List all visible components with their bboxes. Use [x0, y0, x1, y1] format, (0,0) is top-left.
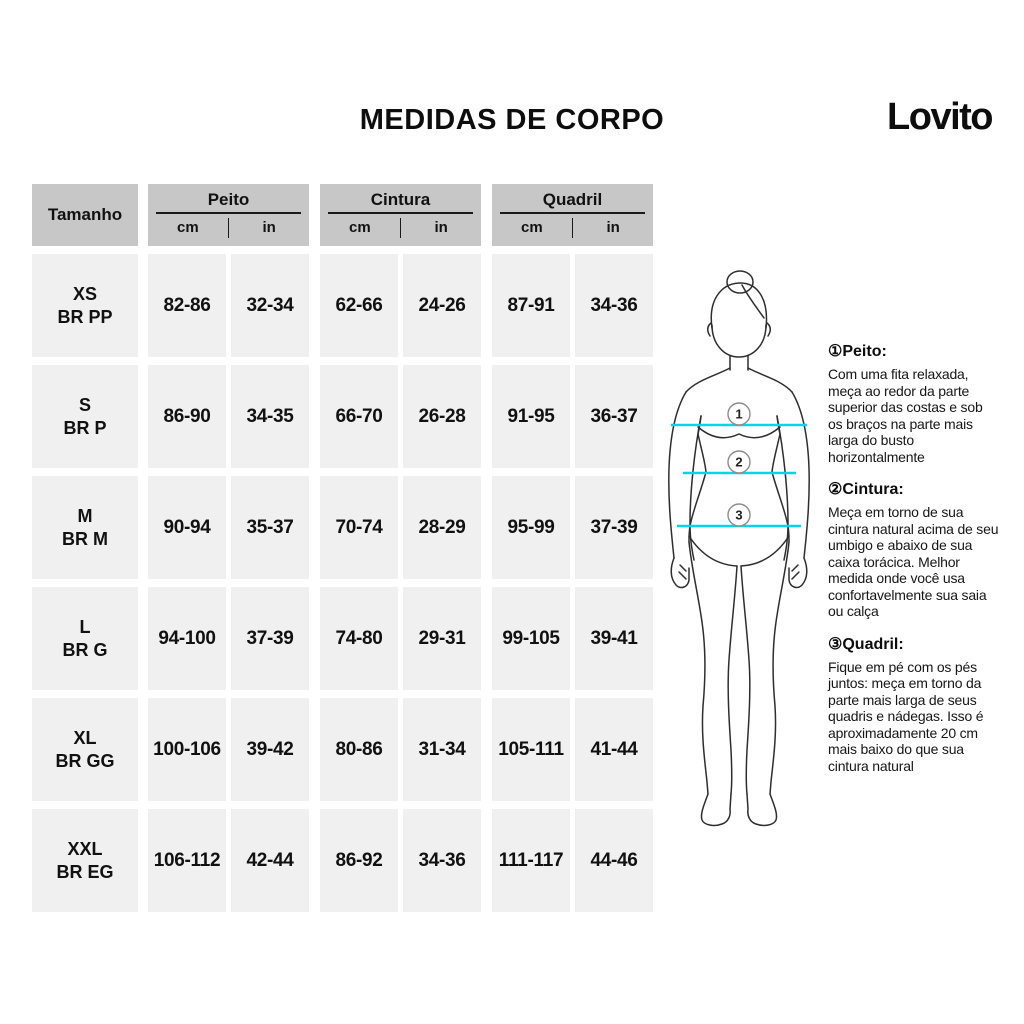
value-cell: 31-34: [403, 698, 481, 801]
hip-marker-number: 3: [735, 507, 743, 523]
note-peito-heading: ①Peito:: [828, 343, 887, 360]
value-cell: 37-39: [575, 476, 653, 579]
value-cell: 99-105: [492, 587, 570, 690]
quadril-unit-in: in: [606, 219, 620, 236]
size-column-header: Tamanho: [32, 184, 138, 246]
note-quadril-heading: ③Quadril:: [828, 635, 904, 653]
size-cell: [32, 809, 138, 912]
left-hip-curve: [689, 536, 737, 566]
quadril-unit-cm: cm: [521, 219, 543, 236]
table-row: [32, 809, 653, 912]
size-cell: [32, 476, 138, 579]
value-cell: 37-39: [231, 587, 309, 690]
header-rule: [156, 212, 301, 214]
header-rule: [328, 212, 473, 214]
note-peito: [828, 341, 1000, 465]
header-rule: [500, 212, 645, 214]
page-title: MEDIDAS DE CORPO: [359, 104, 665, 136]
table-row: [32, 365, 653, 468]
cintura-unit-cm: cm: [349, 219, 371, 236]
right-hip-curve: [741, 536, 789, 566]
left-hand-fingers: [679, 565, 686, 579]
value-cell: 42-44: [231, 809, 309, 912]
table-row: [32, 254, 653, 357]
value-cell: 106-112: [148, 809, 226, 912]
value-cell: 94-100: [148, 587, 226, 690]
value-cell: 34-36: [403, 809, 481, 912]
value-cell: 28-29: [403, 476, 481, 579]
left-leg-outer: [689, 542, 708, 794]
value-cell: 74-80: [320, 587, 398, 690]
value-cell: 44-46: [575, 809, 653, 912]
right-shoulder: [748, 368, 792, 392]
size-label: XS: [72, 283, 97, 304]
value-cell: 34-35: [231, 365, 309, 468]
right-hand-fingers: [792, 565, 799, 579]
right-leg-outer: [770, 542, 789, 794]
size-cell: [32, 365, 138, 468]
peito-group-header: [148, 184, 309, 246]
value-cell: 66-70: [320, 365, 398, 468]
size-br-label: BR P: [63, 417, 107, 438]
body-figure: [655, 268, 825, 833]
size-br-label: BR PP: [57, 306, 113, 327]
value-cell: 100-106: [148, 698, 226, 801]
value-cell: 34-36: [575, 254, 653, 357]
value-cell: 39-41: [575, 587, 653, 690]
measurement-instructions: [828, 341, 1000, 774]
cintura-group-header: [320, 184, 481, 246]
size-br-label: BR G: [62, 639, 108, 660]
chest-marker-number: 1: [735, 406, 743, 422]
size-label: M: [77, 505, 93, 526]
right-ear: [767, 323, 770, 336]
value-cell: 91-95: [492, 365, 570, 468]
left-leg-inner: [728, 566, 737, 794]
cintura-label: Cintura: [370, 190, 431, 209]
value-cell: 26-28: [403, 365, 481, 468]
quadril-label: Quadril: [542, 190, 603, 209]
peito-unit-cm: cm: [177, 219, 199, 236]
note-cintura-heading: ②Cintura:: [828, 481, 904, 499]
size-cell: [32, 254, 138, 357]
left-arm: [669, 392, 686, 558]
brand-logo: Lovito: [887, 96, 992, 138]
size-label: XXL: [67, 838, 103, 859]
note-quadril-body: Fique em pé com os pés juntos: meça em torno da parte mais larga de seus quadris e nádegas. Isso é aproximadamente 20 cm mais baixo do que sua cintura natural: [828, 658, 984, 774]
value-cell: 35-37: [231, 476, 309, 579]
value-cell: 80-86: [320, 698, 398, 801]
right-leg-inner: [741, 566, 750, 794]
table-row: [32, 587, 653, 690]
size-cell: [32, 698, 138, 801]
value-cell: 29-31: [403, 587, 481, 690]
peito-unit-in: in: [262, 219, 276, 236]
peito-label: Peito: [207, 190, 250, 209]
size-label: XL: [73, 727, 97, 748]
size-label: S: [78, 394, 91, 415]
left-ear: [708, 323, 711, 336]
note-cintura-body: Meça em torno de sua cintura natural acima de seu umbigo e abaixo de sua caixa torácica. Melhor medida onde você usa confortavelmente sua saia ou calça: [828, 504, 999, 620]
value-cell: 111-117: [492, 809, 570, 912]
value-cell: 86-90: [148, 365, 226, 468]
hair-outline: [711, 283, 766, 328]
size-cell: [32, 587, 138, 690]
size-label: L: [79, 616, 91, 637]
quadril-group-header: [492, 184, 653, 246]
bust-curves: [698, 427, 780, 438]
right-arm: [792, 392, 809, 558]
value-cell: 36-37: [575, 365, 653, 468]
note-cintura: [828, 479, 1000, 620]
value-cell: 41-44: [575, 698, 653, 801]
value-cell: 70-74: [320, 476, 398, 579]
value-cell: 32-34: [231, 254, 309, 357]
table-row: [32, 476, 653, 579]
size-br-label: BR EG: [56, 861, 114, 882]
hair-bun: [727, 271, 753, 293]
cintura-unit-in: in: [434, 219, 448, 236]
value-cell: 24-26: [403, 254, 481, 357]
left-foot: [701, 794, 731, 825]
waist-marker-number: 2: [735, 454, 743, 470]
value-cell: 39-42: [231, 698, 309, 801]
face-outline: [712, 325, 766, 357]
note-quadril: [828, 634, 1000, 775]
value-cell: 87-91: [492, 254, 570, 357]
value-cell: 95-99: [492, 476, 570, 579]
table-row: [32, 698, 653, 801]
value-cell: 90-94: [148, 476, 226, 579]
size-br-label: BR M: [62, 528, 108, 549]
value-cell: 86-92: [320, 809, 398, 912]
table-header-row: [32, 184, 653, 246]
left-shoulder: [686, 368, 730, 392]
hair-swoosh: [742, 285, 764, 318]
size-table: [32, 184, 653, 920]
note-peito-body: Com uma fita relaxada, meça ao redor da parte superior das costas e sob os braços na parte mais larga do busto horizontalmente: [828, 366, 983, 465]
value-cell: 105-111: [492, 698, 570, 801]
size-br-label: BR GG: [55, 750, 115, 771]
right-foot: [747, 794, 777, 825]
neck: [730, 356, 748, 370]
value-cell: 62-66: [320, 254, 398, 357]
value-cell: 82-86: [148, 254, 226, 357]
